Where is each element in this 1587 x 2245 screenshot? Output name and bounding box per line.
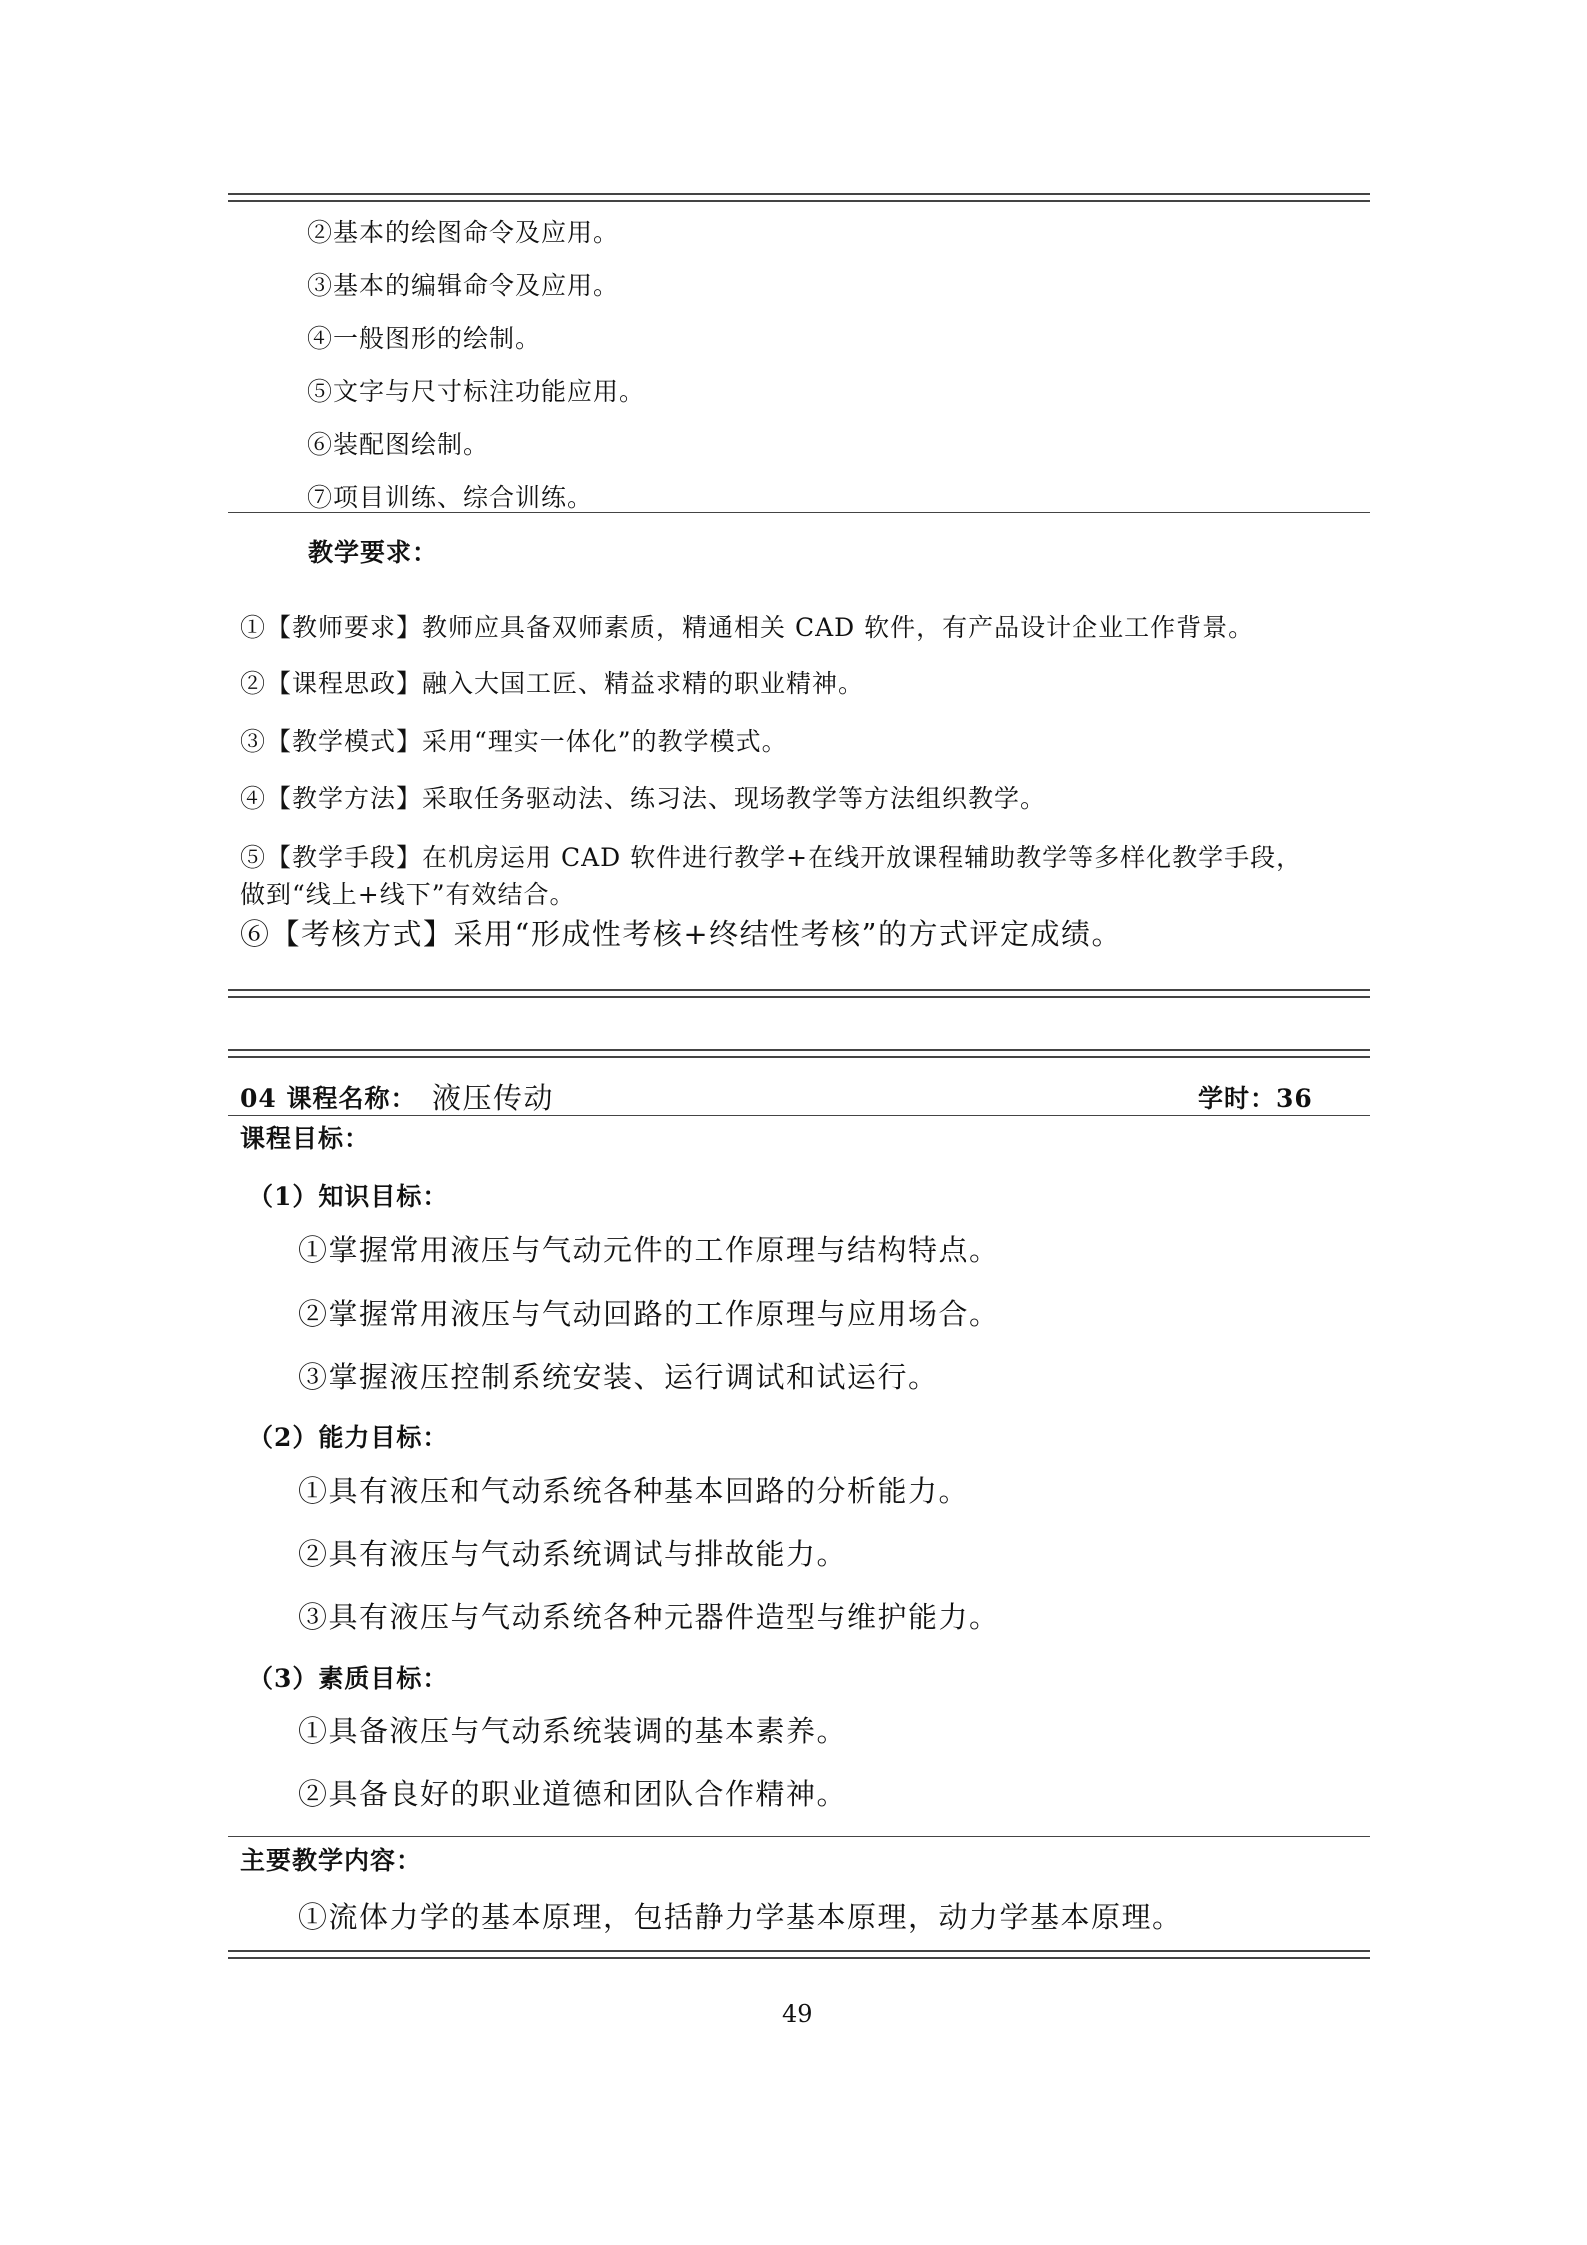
requirement-item: ⑥【考核方式】采用“形成性考核+终结性考核”的方式评定成绩。 xyxy=(240,917,1122,951)
course-hours: 学时：36 xyxy=(1198,1084,1313,1113)
divider xyxy=(228,1115,1370,1116)
knowledge-item: ②掌握常用液压与气动回路的工作原理与应用场合。 xyxy=(298,1297,1000,1331)
ability-item: ①具有液压和气动系统各种基本回路的分析能力。 xyxy=(298,1474,970,1508)
requirement-item: 做到“线上+线下”有效结合。 xyxy=(240,880,576,909)
upper-item: ③基本的编辑命令及应用。 xyxy=(307,271,620,300)
requirement-item: ④【教学方法】采取任务驱动法、练习法、现场教学等方法组织教学。 xyxy=(240,784,1047,813)
page-number: 49 xyxy=(782,2000,813,2028)
ability-item: ③具有液压与气动系统各种元器件造型与维护能力。 xyxy=(298,1600,1000,1634)
upper-item: ⑤文字与尺寸标注功能应用。 xyxy=(307,377,646,406)
content-heading: 主要教学内容： xyxy=(240,1846,423,1875)
knowledge-item: ③掌握液压控制系统安装、运行调试和试运行。 xyxy=(298,1360,939,1394)
requirement-item: ③【教学模式】采用“理实一体化”的教学模式。 xyxy=(240,727,788,756)
knowledge-item: ①掌握常用液压与气动元件的工作原理与结构特点。 xyxy=(298,1233,1000,1267)
top-rule xyxy=(228,193,1370,202)
upper-item: ②基本的绘图命令及应用。 xyxy=(307,218,620,247)
requirement-item: ②【课程思政】融入大国工匠、精益求精的职业精神。 xyxy=(240,669,865,698)
upper-item: ⑦项目训练、综合训练。 xyxy=(307,483,594,512)
quality-heading: （3）素质目标： xyxy=(248,1664,449,1693)
ability-heading: （2）能力目标： xyxy=(248,1423,449,1452)
requirement-item: ⑤【教学手段】在机房运用 CAD 软件进行教学+在线开放课程辅助教学等多样化教学手段， xyxy=(240,843,1303,872)
knowledge-heading: （1）知识目标： xyxy=(248,1182,449,1211)
course-label: 04 课程名称： xyxy=(240,1084,417,1113)
requirement-item: ①【教师要求】教师应具备双师素质，精通相关 CAD 软件，有产品设计企业工作背景。 xyxy=(240,613,1255,642)
quality-item: ②具备良好的职业道德和团队合作精神。 xyxy=(298,1777,848,1811)
course-top-rule xyxy=(228,1049,1370,1058)
divider xyxy=(228,512,1370,513)
section-end-rule xyxy=(228,989,1370,998)
upper-item: ④一般图形的绘制。 xyxy=(307,324,542,353)
requirements-heading: 教学要求： xyxy=(308,538,439,567)
ability-item: ②具有液压与气动系统调试与排故能力。 xyxy=(298,1537,848,1571)
course-name: 液压传动 xyxy=(432,1081,555,1115)
divider xyxy=(228,1836,1370,1837)
quality-item: ①具备液压与气动系统装调的基本素养。 xyxy=(298,1714,848,1748)
content-item: ①流体力学的基本原理，包括静力学基本原理，动力学基本原理。 xyxy=(298,1900,1183,1934)
upper-item: ⑥装配图绘制。 xyxy=(307,430,490,459)
goal-heading: 课程目标： xyxy=(240,1124,371,1153)
bottom-rule xyxy=(228,1950,1370,1959)
